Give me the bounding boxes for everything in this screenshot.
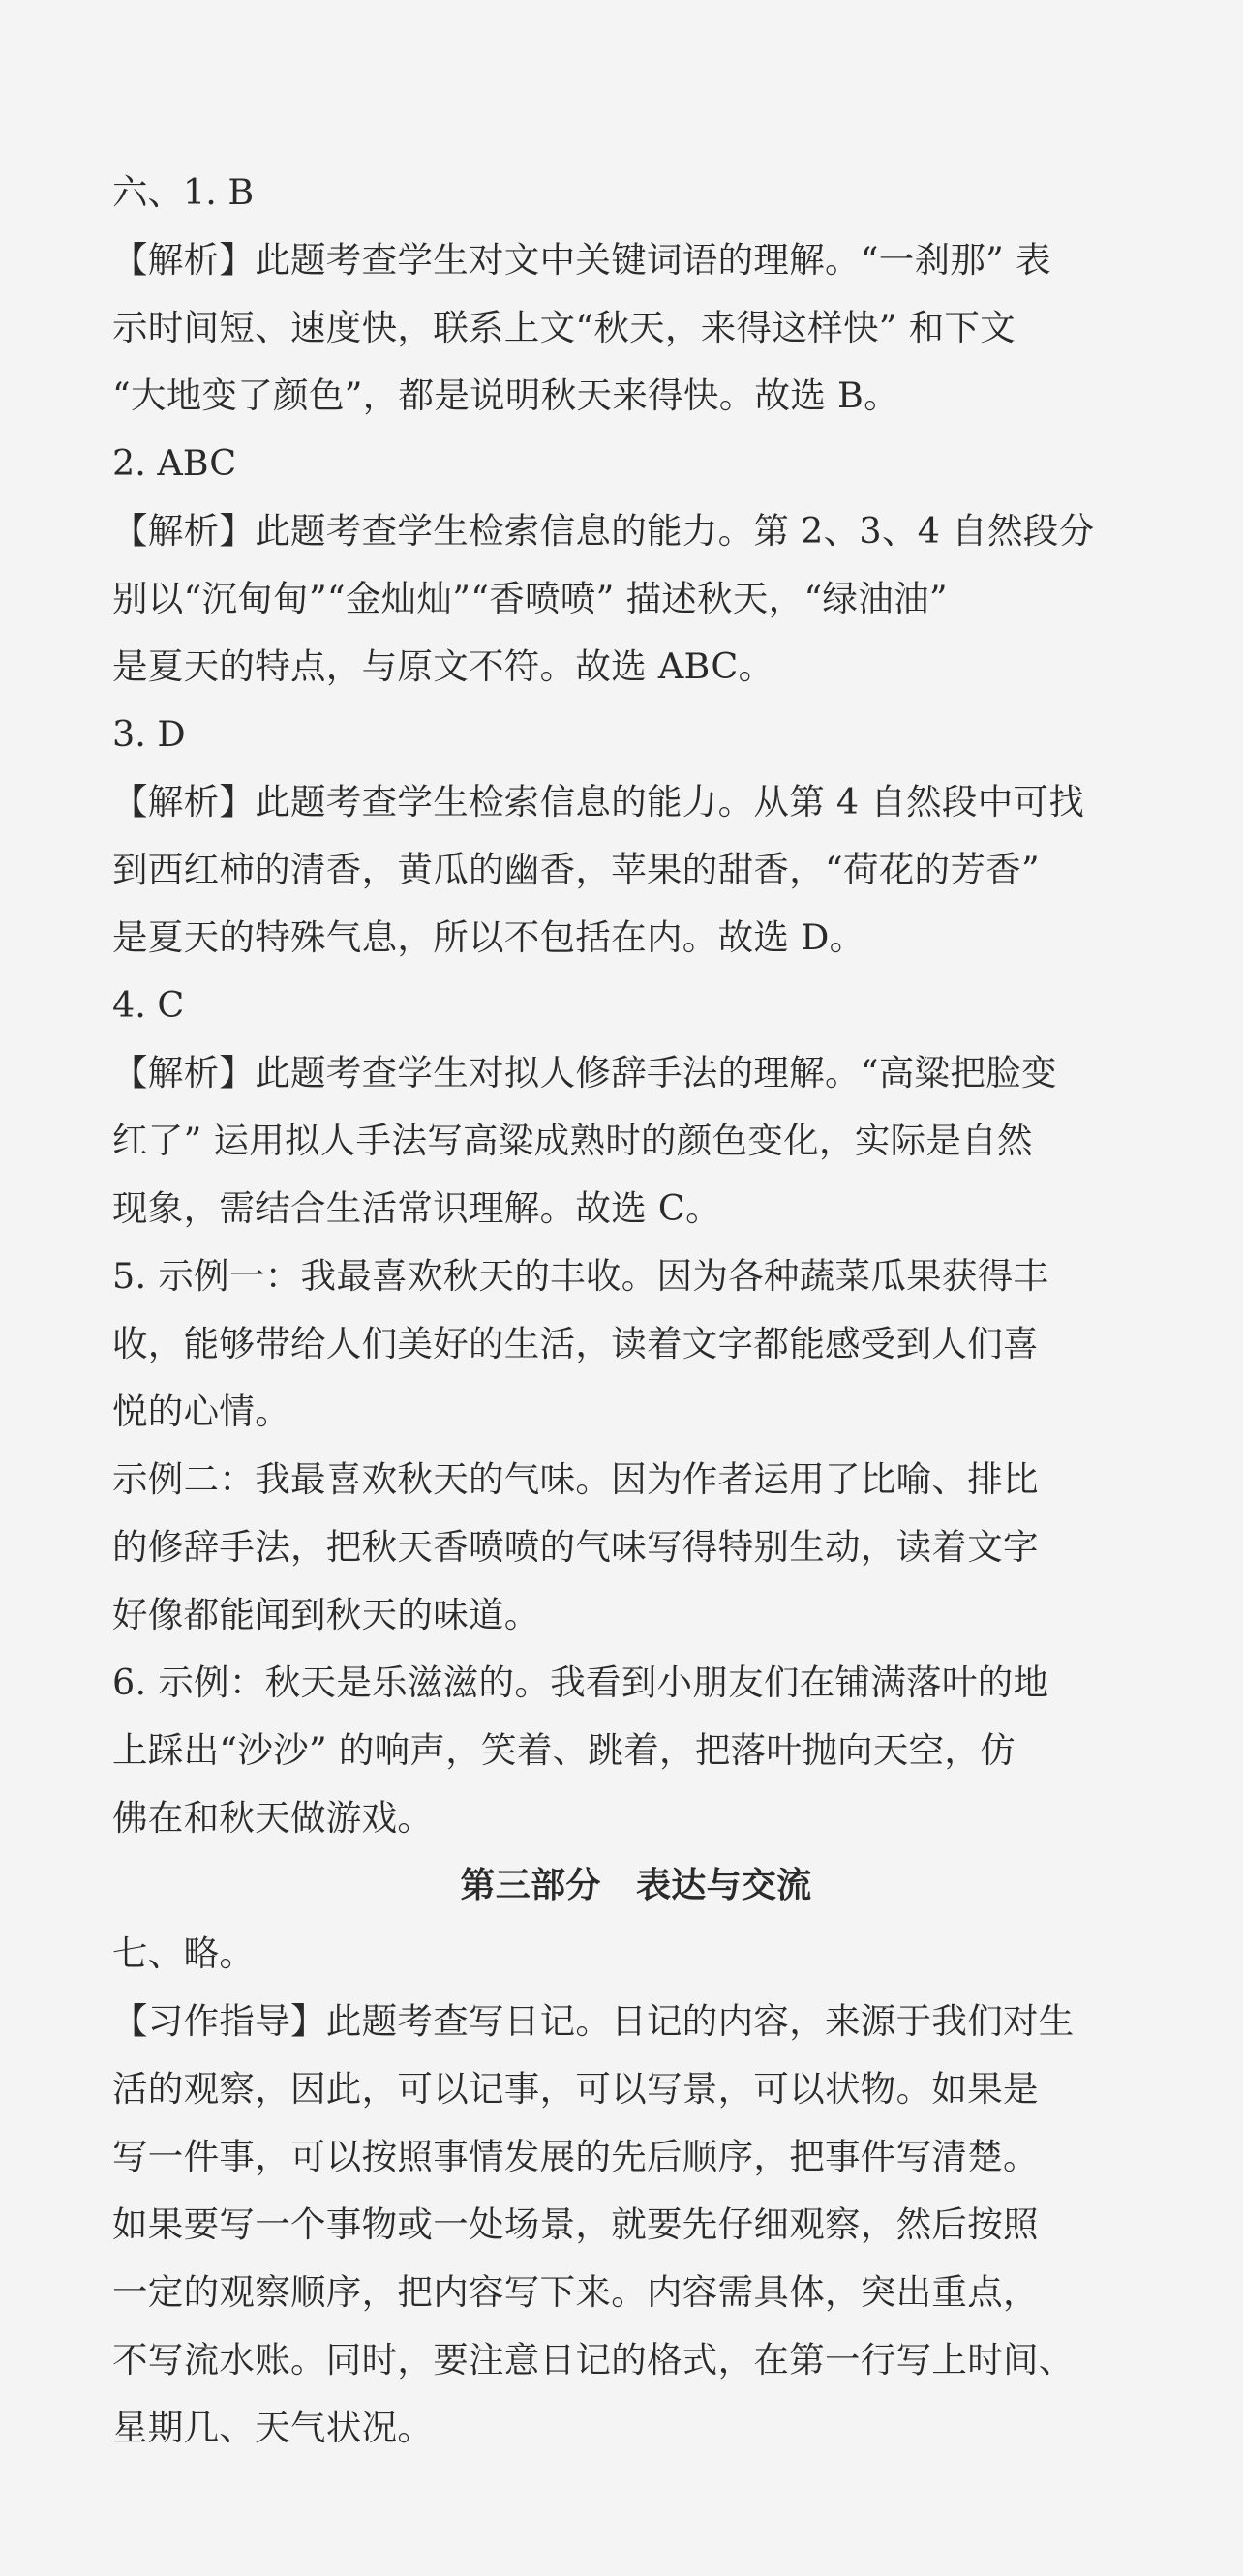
answer-5-example-1-line-2: 收，能够带给人们美好的生活，读着文字都能感受到人们喜	[112, 1323, 1039, 1364]
analysis-4-line-1: 【解析】此题考查学生对拟人修辞手法的理解。“高粱把脸变	[112, 1052, 1057, 1093]
answer-5-example-1-line-1: 5. 示例一：我最喜欢秋天的丰收。因为各种蔬菜瓜果获得丰	[112, 1255, 1049, 1297]
writing-guide-line-7: 星期几、天气状况。	[112, 2407, 434, 2448]
answer-5-example-2-line-2: 的修辞手法，把秋天香喷喷的气味写得特别生动，读着文字	[112, 1526, 1039, 1568]
analysis-1-line-2: 示时间短、速度快，联系上文“秋天，来得这样快” 和下文	[112, 307, 1016, 348]
writing-guide-line-6: 不写流水账。同时，要注意日记的格式，在第一行写上时间、	[112, 2339, 1075, 2381]
answer-3: 3. D	[112, 713, 186, 755]
analysis-4-line-3: 现象，需结合生活常识理解。故选 C。	[112, 1187, 721, 1229]
writing-guide-line-2: 活的观察，因此，可以记事，可以写景，可以状物。如果是	[112, 2068, 1039, 2110]
answer-5-example-2-line-3: 好像都能闻到秋天的味道。	[112, 1594, 540, 1635]
writing-guide-line-4: 如果要写一个事物或一处场景，就要先仔细观察，然后按照	[112, 2203, 1039, 2245]
analysis-3-line-2: 到西红柿的清香，黄瓜的幽香，苹果的甜香，“荷花的芳香”	[112, 849, 1040, 890]
analysis-2-line-3: 是夏天的特点，与原文不符。故选 ABC。	[112, 645, 774, 687]
answer-4: 4. C	[112, 984, 185, 1026]
analysis-3-line-1: 【解析】此题考查学生检索信息的能力。从第 4 自然段中可找	[112, 781, 1085, 823]
writing-guide-line-3: 写一件事，可以按照事情发展的先后顺序，把事件写清楚。	[112, 2136, 1039, 2177]
analysis-1-line-1: 【解析】此题考查学生对文中关键词语的理解。“一刹那” 表	[112, 239, 1051, 281]
answer-7: 七、略。	[112, 1932, 256, 1974]
answer-6-line-2: 上踩出“沙沙” 的响声，笑着、跳着，把落叶抛向天空，仿	[112, 1729, 1016, 1771]
answer-6-line-3: 佛在和秋天做游戏。	[112, 1797, 434, 1839]
analysis-3-line-3: 是夏天的特殊气息，所以不包括在内。故选 D。	[112, 916, 865, 958]
answer-5-example-2-line-1: 示例二：我最喜欢秋天的气味。因为作者运用了比喻、排比	[112, 1458, 1039, 1500]
section-heading: 第三部分 表达与交流	[460, 1866, 812, 1905]
writing-guide-line-5: 一定的观察顺序，把内容写下来。内容需具体，突出重点，	[112, 2271, 1039, 2313]
analysis-2-line-1: 【解析】此题考查学生检索信息的能力。第 2、3、4 自然段分	[112, 510, 1095, 552]
analysis-2-line-2: 别以“沉甸甸”“金灿灿”“香喷喷” 描述秋天，“绿油油”	[112, 578, 948, 619]
answer-6-1: 六、1. B	[112, 171, 255, 213]
analysis-1-line-3: “大地变了颜色”，都是说明秋天来得快。故选 B。	[112, 374, 899, 416]
writing-guide-line-1: 【习作指导】此题考查写日记。日记的内容，来源于我们对生	[112, 2000, 1075, 2042]
answer-2: 2. ABC	[112, 442, 237, 484]
answer-5-example-1-line-3: 悦的心情。	[112, 1391, 290, 1432]
analysis-4-line-2: 红了” 运用拟人手法写高粱成熟时的颜色变化，实际是自然	[112, 1120, 1033, 1161]
answer-6-line-1: 6. 示例：秋天是乐滋滋的。我看到小朋友们在铺满落叶的地	[112, 1662, 1049, 1703]
